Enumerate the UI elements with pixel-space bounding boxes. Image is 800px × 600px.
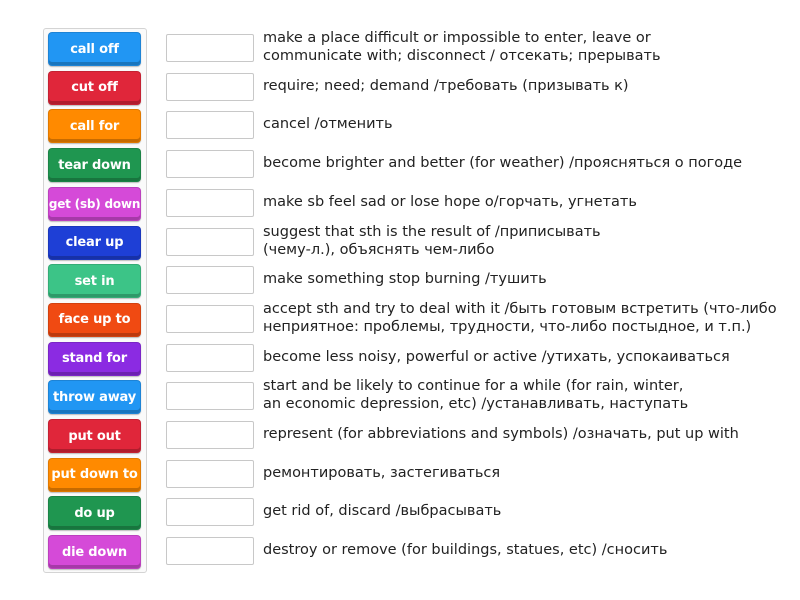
word-tile[interactable]: cut off <box>48 71 141 105</box>
answer-slot[interactable] <box>166 266 254 294</box>
definition-text <box>263 77 783 95</box>
answer-slot[interactable] <box>166 305 254 333</box>
word-tile[interactable]: die down <box>48 535 141 569</box>
answer-slot[interactable] <box>166 228 254 256</box>
word-tile[interactable]: stand for <box>48 342 141 376</box>
definition-line: get rid of, discard /выбрасывать <box>263 503 502 520</box>
answer-slot[interactable] <box>166 34 254 62</box>
word-tile[interactable]: put down to <box>48 458 141 492</box>
definition-line: become less noisy, powerful or active /утихать, успокаиваться <box>263 348 730 365</box>
definition-text <box>263 425 783 443</box>
definition-text <box>263 193 783 211</box>
answer-slot[interactable] <box>166 150 254 178</box>
word-tile[interactable]: clear up <box>48 226 141 260</box>
definition-text <box>263 29 783 65</box>
definition-text <box>263 464 783 482</box>
word-tile[interactable]: put out <box>48 419 141 453</box>
word-tile[interactable]: call for <box>48 109 141 143</box>
word-tile[interactable]: tear down <box>48 148 141 182</box>
answer-slot[interactable] <box>166 421 254 449</box>
answer-slot[interactable] <box>166 460 254 488</box>
definition-line: suggest that sth is the result of /приписывать <box>263 223 601 240</box>
definition-line: communicate with; disconnect / отсекать; прерывать <box>263 48 661 64</box>
definition-line: cancel /отменить <box>263 116 393 133</box>
word-tile[interactable]: get (sb) down <box>48 187 141 221</box>
definition-text <box>263 300 783 336</box>
definition-line: represent (for abbreviations and symbols) /означать, put up with <box>263 426 739 442</box>
word-tile[interactable]: call off <box>48 32 141 66</box>
definition-line: an economic depression, etc) /устанавливать, наступать <box>263 396 689 413</box>
word-tile[interactable]: set in <box>48 264 141 298</box>
definition-text <box>263 154 783 172</box>
definition-text <box>263 270 783 288</box>
word-tile[interactable]: throw away <box>48 380 141 414</box>
answer-slot[interactable] <box>166 189 254 217</box>
definition-line: become brighter and better (for weather) /проясняться о погоде <box>263 155 743 172</box>
word-tile[interactable]: face up to <box>48 303 141 337</box>
definition-text <box>263 377 783 413</box>
definition-text <box>263 348 783 366</box>
word-tile[interactable]: do up <box>48 496 141 530</box>
tile-panel <box>43 28 147 573</box>
definition-text <box>263 502 783 520</box>
definition-line: ремонтировать, застегиваться <box>263 464 501 481</box>
definition-line: start and be likely to continue for a while (for rain, winter, <box>263 378 684 395</box>
definition-line: make a place difficult or impossible to enter, leave or <box>263 30 651 46</box>
definition-line: accept sth and try to deal with it /быть готовым встретить (что-либо <box>263 300 777 317</box>
answer-slot[interactable] <box>166 111 254 139</box>
definition-line: destroy or remove (for buildings, statues, etc) /сносить <box>263 542 668 559</box>
answer-slot[interactable] <box>166 498 254 526</box>
definition-text <box>263 115 783 133</box>
definition-line: неприятное: проблемы, трудности, что-либо постыдное, и т.п.) <box>263 318 752 335</box>
definition-line: make something stop burning /тушить <box>263 271 547 288</box>
answer-slot[interactable] <box>166 344 254 372</box>
definition-line: make sb feel sad or lose hope о/горчать, угнетать <box>263 193 637 210</box>
answer-slot[interactable] <box>166 73 254 101</box>
answer-slot[interactable] <box>166 537 254 565</box>
definition-line: (чему-л.), объяснять чем-либо <box>263 241 495 258</box>
definition-text <box>263 541 783 559</box>
definition-text <box>263 223 783 259</box>
answer-slot[interactable] <box>166 382 254 410</box>
definition-line: require; need; demand /требовать (призывать к) <box>263 77 629 94</box>
